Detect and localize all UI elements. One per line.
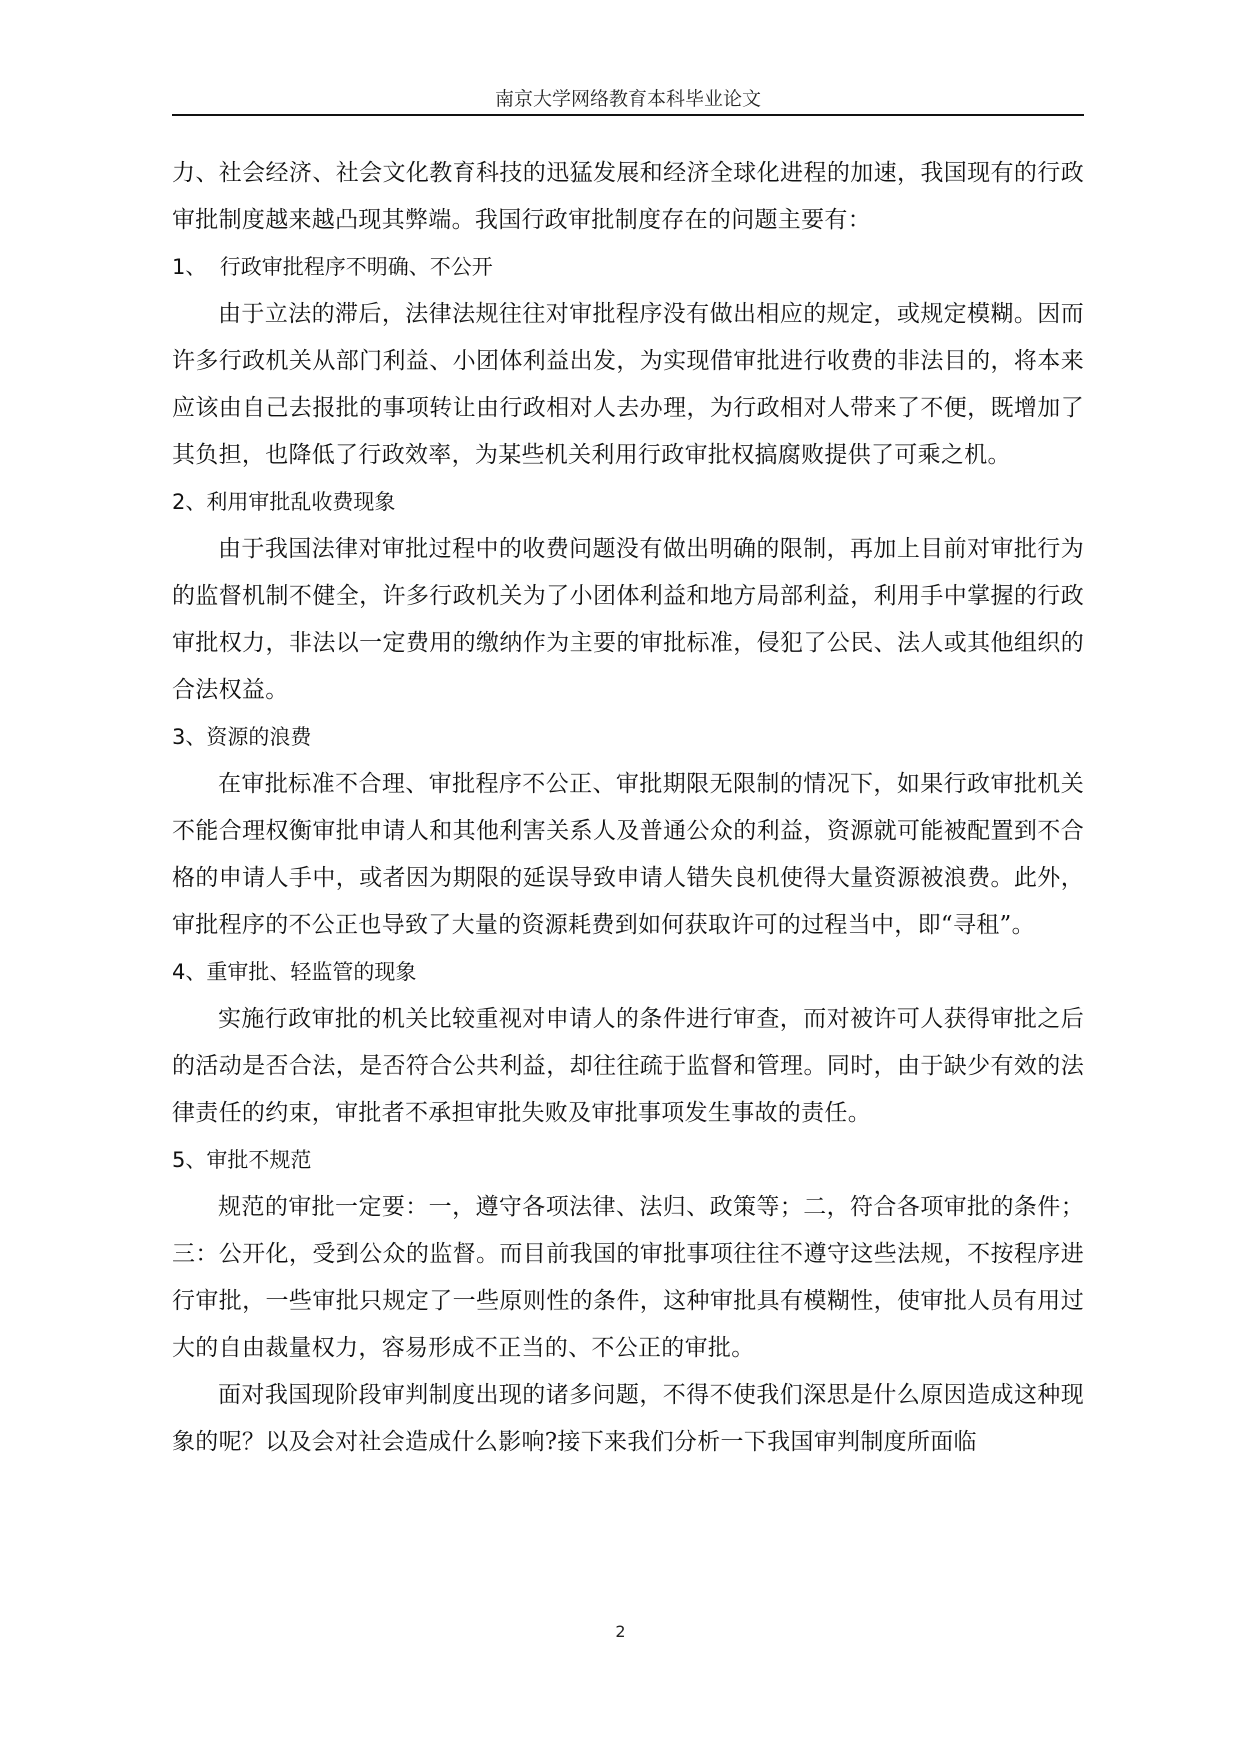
document-body xyxy=(172,150,1084,1466)
section-body-5: 规范的审批一定要：一，遵守各项法律、法归、政策等；二，符合各项审批的条件；三：公开化，受到公众的监督。而目前我国的审批事项往往不遵守这些法规，不按程序进行审批，一些审批只规定了一些原则性的条件，这种审批具有模糊性，使审批人员有用过大的自由裁量权力，容易形成不正当的、不公正的审批。 xyxy=(172,1194,1084,1361)
section-body-3: 在审批标准不合理、审批程序不公正、审批期限无限制的情况下，如果行政审批机关不能合理权衡审批申请人和其他利害关系人及普通公众的利益，资源就可能被配置到不合格的申请人手中，或者因为期限的延误导致申请人错失良机使得大量资源被浪费。此外，审批程序的不公正也导致了大量的资源耗费到如何获取许可的过程当中，即“寻租”。 xyxy=(172,771,1084,938)
section-heading-2: 2、利用审批乱收费现象 xyxy=(172,490,396,514)
section-heading-3: 3、资源的浪费 xyxy=(172,725,312,749)
section-heading-5: 5、审批不规范 xyxy=(172,1148,312,1172)
closing-paragraph: 面对我国现阶段审判制度出现的诸多问题，不得不使我们深思是什么原因造成这种现象的呢？以及会对社会造成什么影响?接下来我们分析一下我国审判制度所面临 xyxy=(172,1382,1084,1455)
section-body-1: 由于立法的滞后，法律法规往往对审批程序没有做出相应的规定，或规定模糊。因而许多行政机关从部门利益、小团体利益出发，为实现借审批进行收费的非法目的，将本来应该由自己去报批的事项转让由行政相对人去办理，为行政相对人带来了不便，既增加了其负担，也降低了行政效率，为某些机关利用行政审批权搞腐败提供了可乘之机。 xyxy=(172,301,1084,468)
section-body-2: 由于我国法律对审批过程中的收费问题没有做出明确的限制，再加上目前对审批行为的监督机制不健全，许多行政机关为了小团体利益和地方局部利益，利用手中掌握的行政审批权力，非法以一定费用的缴纳作为主要的审批标准，侵犯了公民、法人或其他组织的合法权益。 xyxy=(172,536,1084,703)
page-header-title: 南京大学网络教育本科毕业论文 xyxy=(494,88,761,110)
header-divider xyxy=(172,114,1084,116)
section-body-4: 实施行政审批的机关比较重视对申请人的条件进行审查，而对被许可人获得审批之后的活动是否合法，是否符合公共利益，却往往疏于监督和管理。同时，由于缺少有效的法律责任的约束，审批者不承担审批失败及审批事项发生事故的责任。 xyxy=(172,1006,1084,1126)
page-number: 2 xyxy=(615,1622,626,1641)
section-heading-1: 1、 行政审批程序不明确、不公开 xyxy=(172,255,493,279)
section-heading-4: 4、重审批、轻监管的现象 xyxy=(172,960,417,984)
intro-paragraph: 力、社会经济、社会文化教育科技的迅猛发展和经济全球化进程的加速，我国现有的行政审批制度越来越凸现其弊端。我国行政审批制度存在的问题主要有： xyxy=(172,160,1084,233)
